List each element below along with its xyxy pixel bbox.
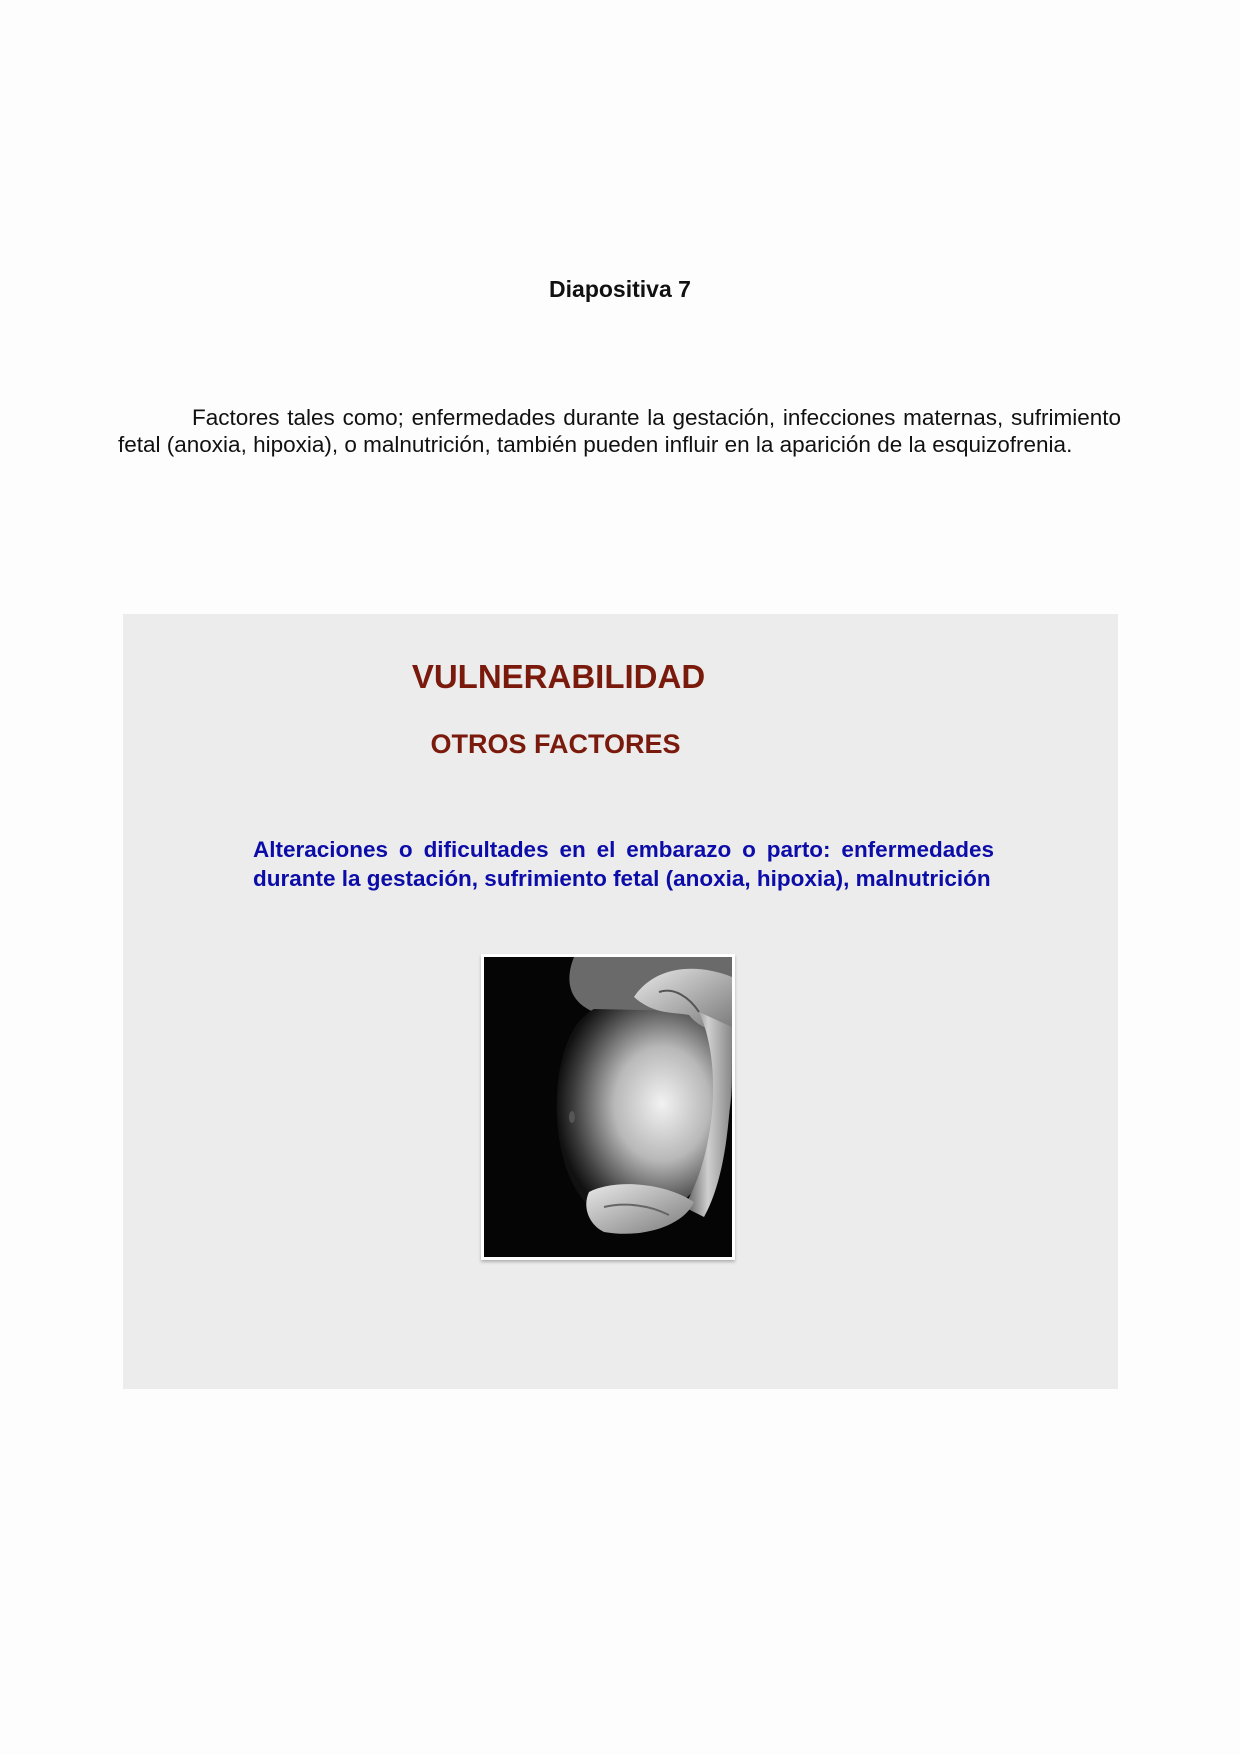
slide-text: Alteraciones o dificultades en el embarazo o parto: enfermedades durante la gestación, sufrimiento fetal (anoxia, hipoxia), malnutrición: [253, 837, 994, 891]
slide-panel: [123, 614, 1118, 1389]
page-heading: Diapositiva 7: [549, 276, 691, 302]
pregnant-belly-image: [484, 957, 732, 1257]
slide-subtitle: OTROS FACTORES: [430, 729, 681, 759]
slide-title: VULNERABILIDAD: [411, 658, 706, 695]
body-paragraph: Factores tales como; enfermedades durante la gestación, infecciones maternas, sufrimiento fetal (anoxia, hipoxia), o malnutrición, también pueden influir en la aparición de la esquizofrenia.: [118, 405, 1121, 457]
pregnant-belly-photo: [481, 954, 735, 1260]
